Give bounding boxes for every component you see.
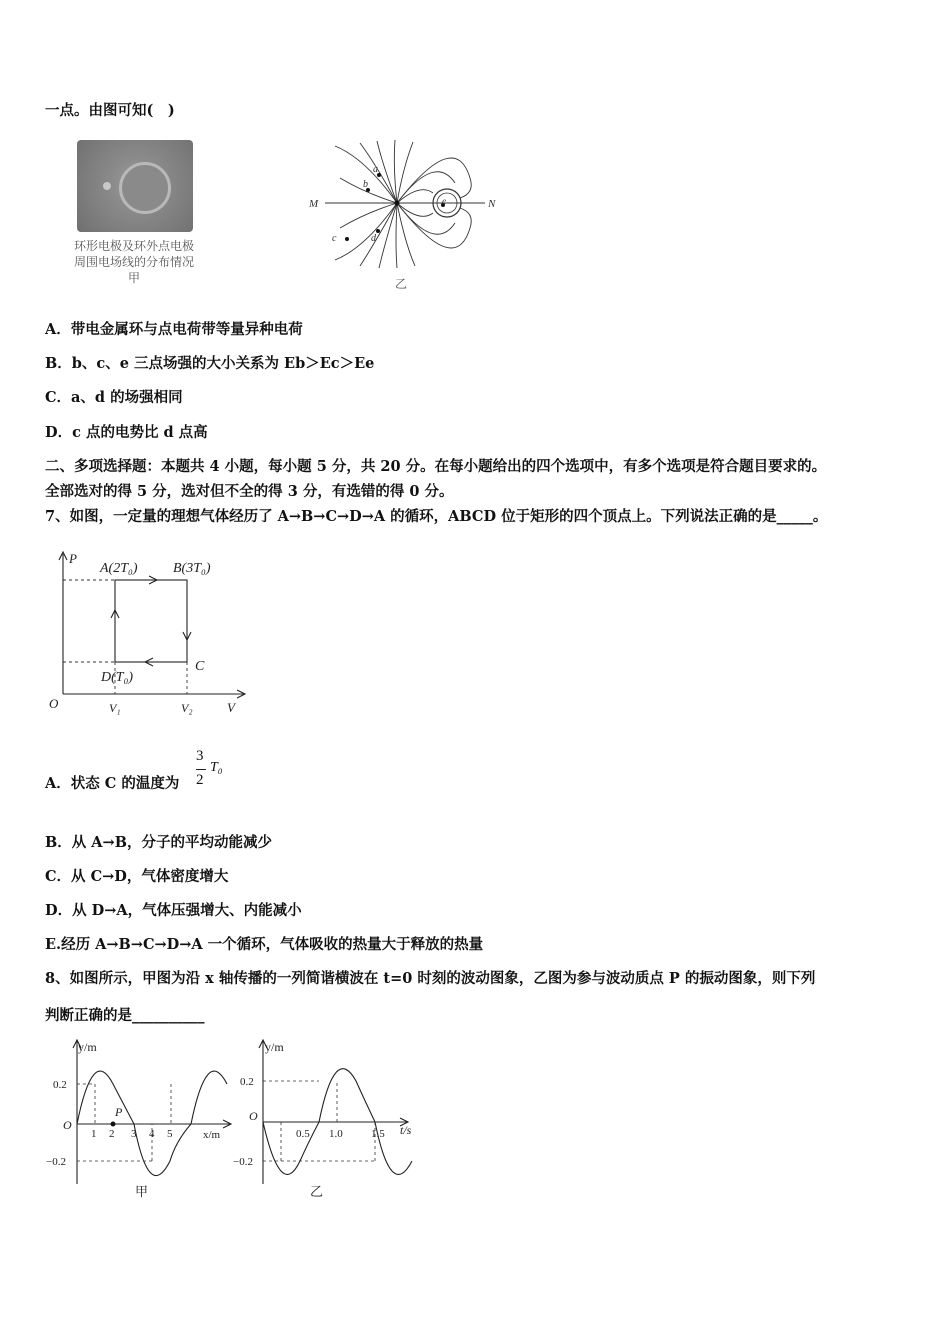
jia-point-P: P	[115, 1105, 123, 1119]
label-A: A(2T₀)	[100, 561, 138, 576]
yi-caption: 乙	[310, 1184, 324, 1199]
q6-stem: 一点。由图可知( )	[45, 102, 175, 119]
label-c: c	[332, 233, 337, 244]
yi-xtick-1.5: 1.5	[371, 1128, 385, 1140]
field-lines-yi	[305, 138, 505, 293]
yi-ytick-0.2: 0.2	[240, 1076, 254, 1088]
pv-cycle-graph	[45, 548, 255, 718]
jia-xtick-2: 2	[109, 1128, 115, 1140]
fig-jia-caption-1: 环形电极及环外点电极	[73, 239, 194, 253]
jia-xtick-5: 5	[167, 1128, 173, 1140]
q6-option-a: A．带电金属环与点电荷带等量异种电荷	[45, 321, 303, 338]
q7-option-c: C．从 C→D，气体密度增大	[45, 868, 229, 885]
jia-xtick-3: 3	[131, 1128, 137, 1140]
label-D: D(T₀)	[101, 670, 134, 685]
wave-graph-jia	[45, 1036, 240, 1206]
q7-option-a-fraction	[196, 748, 236, 798]
label-V2: V₂	[181, 701, 193, 715]
q7-option-e: E.经历 A→B→C→D→A 一个循环，气体吸收的热量大于释放的热量	[45, 936, 484, 953]
yi-ytick-neg0.2: −0.2	[233, 1156, 253, 1168]
jia-origin: O	[63, 1118, 72, 1132]
jia-ytick-neg0.2: −0.2	[46, 1156, 66, 1168]
fig-jia-caption-2: 周围电场线的分布情况	[73, 255, 194, 269]
q6-option-c: C．a、d 的场强相同	[45, 389, 183, 406]
fraction-numerator: 3	[196, 748, 204, 764]
label-origin: O	[49, 696, 59, 711]
yi-y-label: y/m	[265, 1040, 284, 1054]
jia-xtick-4: 4	[149, 1128, 155, 1140]
ring-electrode	[119, 162, 171, 214]
label-p-axis: P	[69, 551, 77, 566]
section2-line1: 二、多项选择题：本题共 4 小题，每小题 5 分，共 20 分。在每小题给出的四个选项中，有多个选项是符合题目要求的。	[45, 458, 827, 475]
label-B: B(3T₀)	[173, 561, 211, 576]
yi-xtick-1.0: 1.0	[329, 1128, 343, 1140]
label-V1: V₁	[109, 701, 121, 715]
field-photo-jia	[77, 140, 193, 232]
label-d: d	[371, 233, 376, 244]
yi-x-label: t/s	[400, 1123, 412, 1137]
label-b: b	[363, 179, 368, 190]
label-a: a	[373, 164, 378, 175]
jia-y-label: y/m	[78, 1040, 97, 1054]
jia-x-label: x/m	[203, 1129, 221, 1141]
fraction-denominator: 2	[196, 772, 204, 788]
q7-option-d: D．从 D→A，气体压强增大、内能减小	[45, 902, 302, 919]
point-electrode	[103, 182, 111, 190]
jia-xtick-1: 1	[91, 1128, 97, 1140]
q8-stem-2: 判断正确的是__________	[45, 1007, 205, 1024]
fraction-symbol: T₀	[210, 760, 223, 775]
label-e: e	[442, 196, 446, 206]
fig-yi-caption: 乙	[395, 277, 408, 291]
q8-stem-1: 8、如图所示，甲图为沿 x 轴传播的一列简谐横波在 t=0 时刻的波动图象，乙图为参与波动质点 P 的振动图象，则下列	[45, 970, 816, 987]
q6-option-d: D．c 点的电势比 d 点高	[45, 424, 208, 441]
q6-option-b: B．b、c、e 三点场强的大小关系为 Eb＞Ec＞Ee	[45, 355, 375, 372]
label-v-axis: V	[227, 700, 235, 715]
label-N: N	[488, 198, 496, 210]
q7-option-b: B．从 A→B，分子的平均动能减少	[45, 834, 272, 851]
jia-caption: 甲	[135, 1184, 149, 1199]
q7-option-a: A．状态 C 的温度为	[45, 775, 180, 792]
yi-xtick-0.5: 0.5	[296, 1128, 310, 1140]
jia-ytick-0.2: 0.2	[53, 1079, 67, 1091]
label-M: M	[309, 198, 319, 210]
label-C: C	[195, 659, 205, 674]
yi-origin: O	[249, 1109, 258, 1123]
vibration-graph-yi	[230, 1036, 430, 1206]
q7-stem: 7、如图，一定量的理想气体经历了 A→B→C→D→A 的循环，ABCD 位于矩形的四个顶点上。下列说法正确的是_____。	[45, 508, 828, 525]
fig-jia-caption-3: 甲	[127, 271, 140, 285]
section2-line2: 全部选对的得 5 分，选对但不全的得 3 分，有选错的得 0 分。	[45, 483, 454, 500]
